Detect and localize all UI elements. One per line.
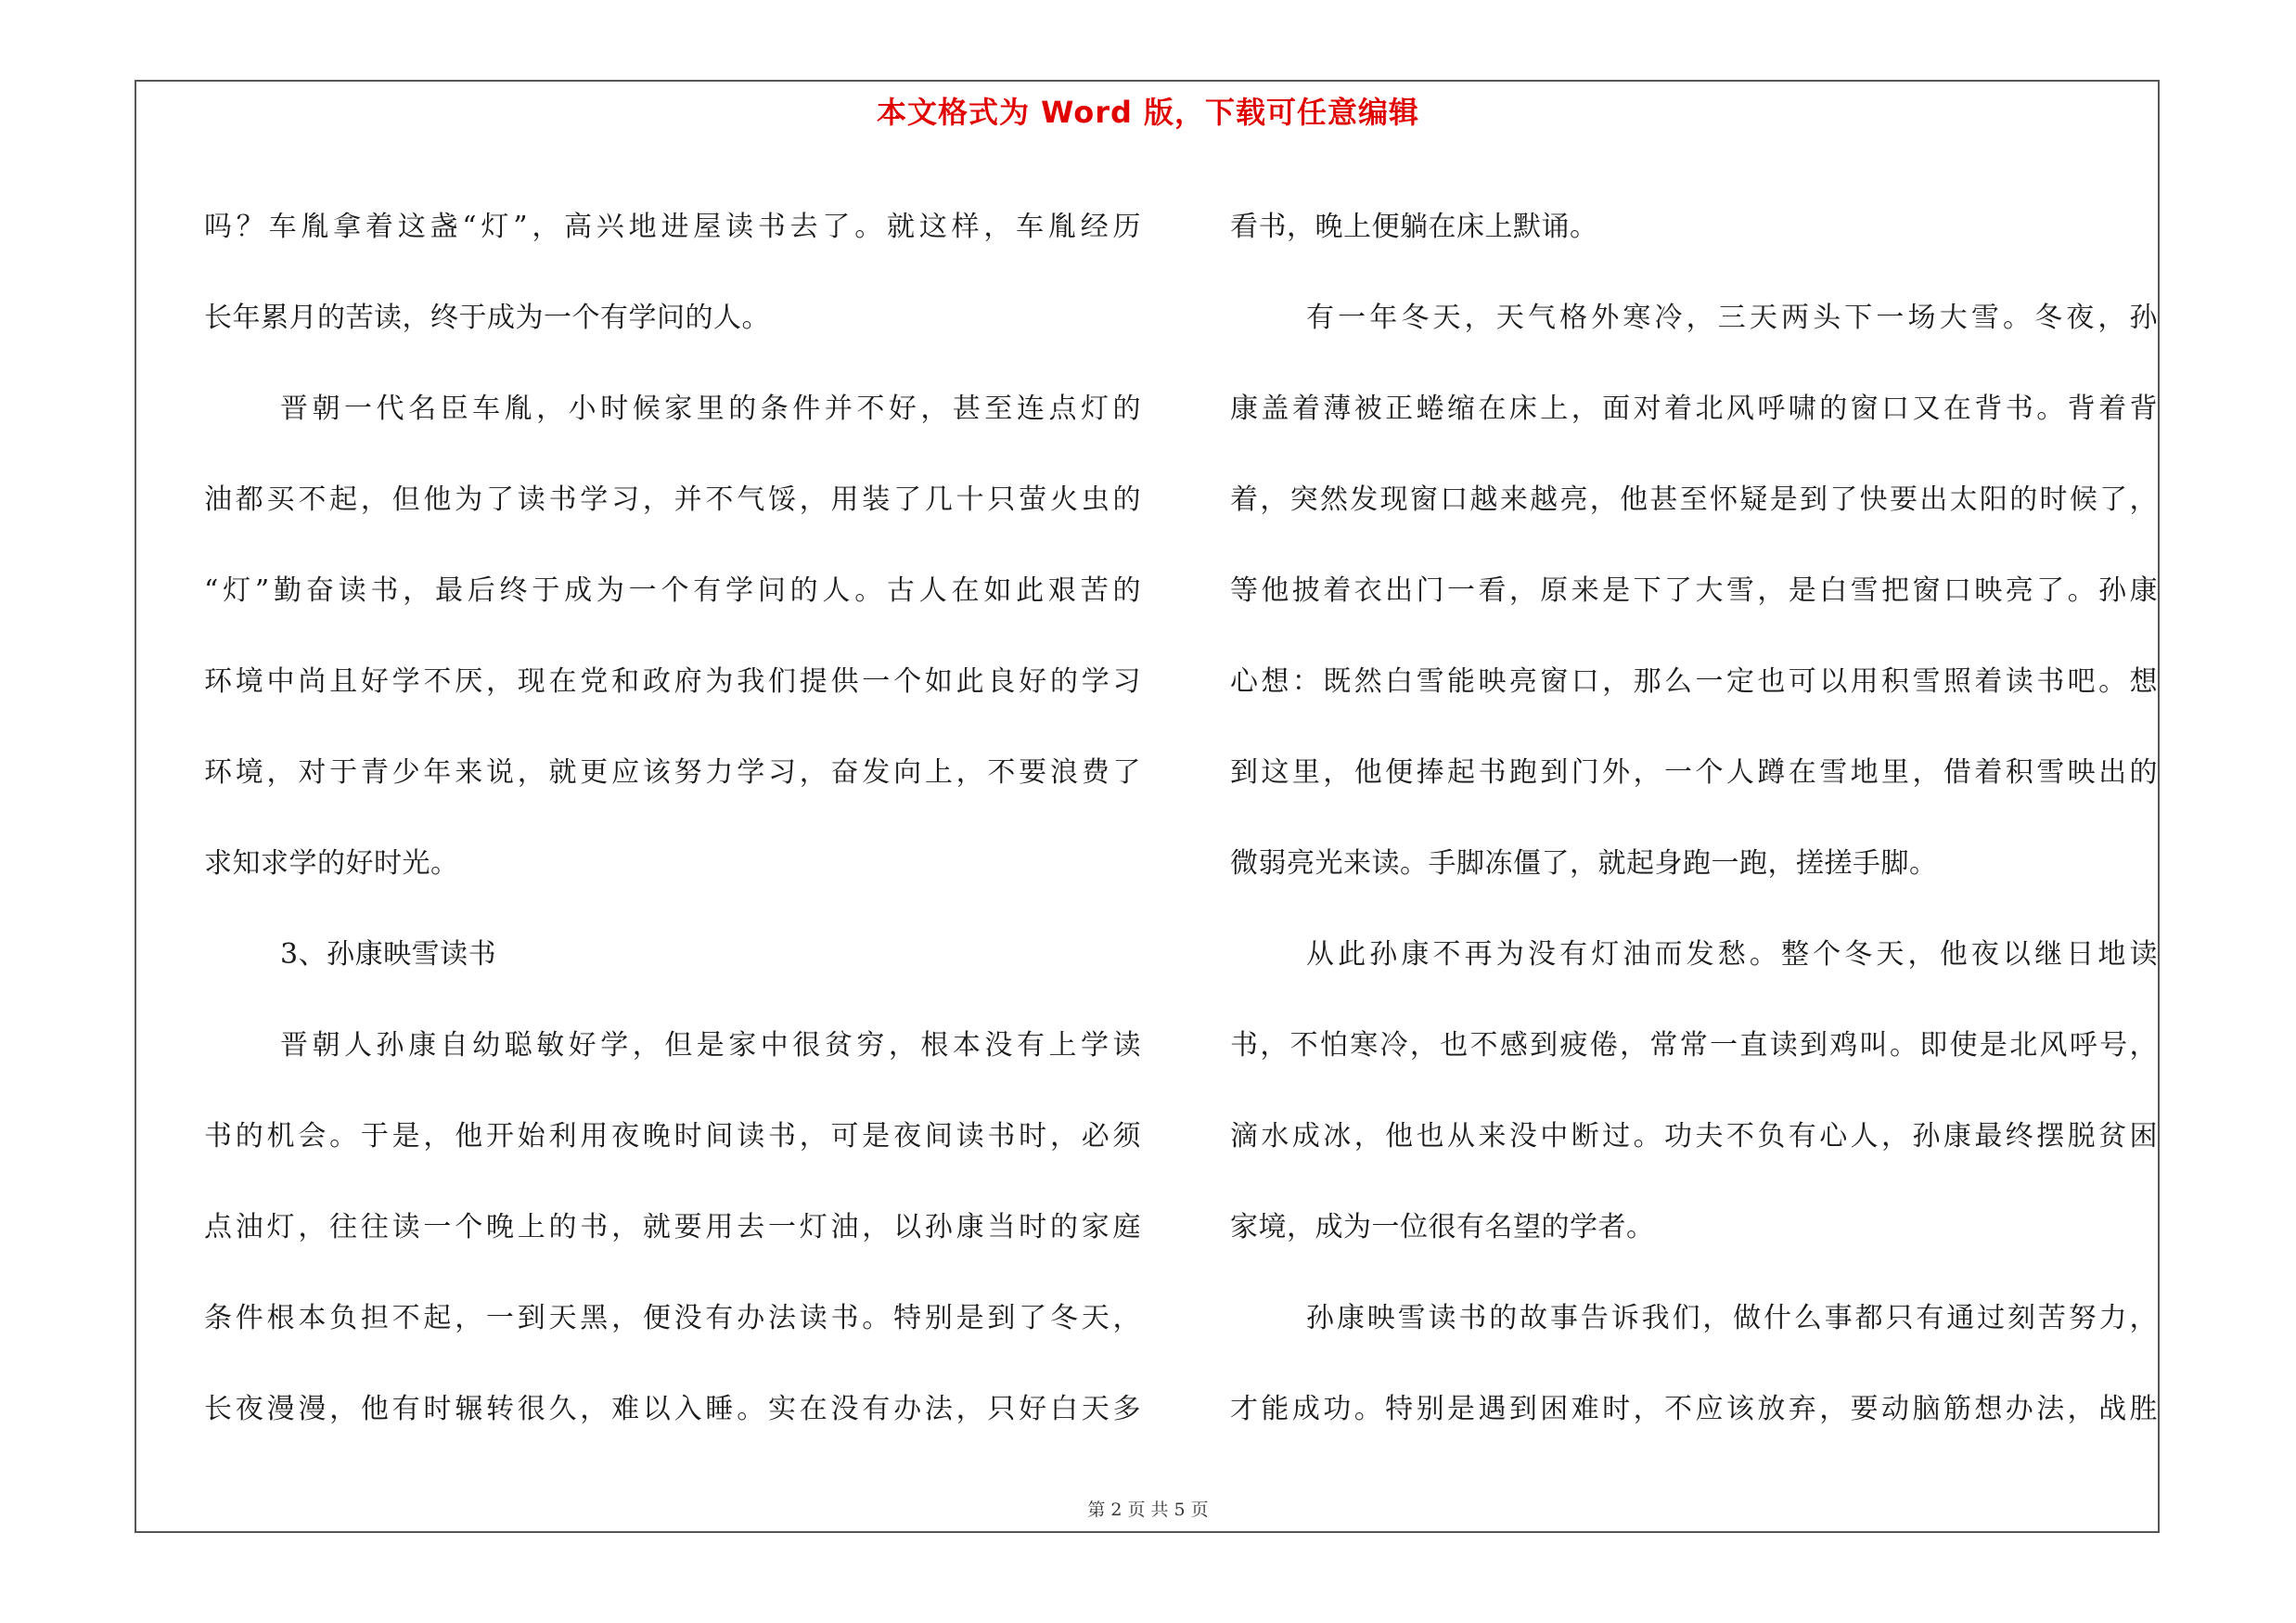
text-line: 着，突然发现窗口越来越亮，他甚至怀疑是到了快要出太阳的时候了， (1230, 483, 2158, 516)
section-heading: 3、孙康映雪读书 (280, 938, 497, 971)
text-line: 等他披着衣出门一看，原来是下了大雪，是白雪把窗口映亮了。孙康 (1230, 574, 2158, 607)
text-line: 微弱亮光来读。手脚冻僵了，就起身跑一跑，搓搓手脚。 (1230, 847, 1938, 880)
word-format-banner: 本文格式为 Word 版，下载可任意编辑 (876, 95, 1420, 130)
text-line: “灯”勤奋读书，最后终于成为一个有学问的人。古人在如此艰苦的 (204, 574, 1141, 607)
text-line: 才能成功。特别是遇到困难时，不应该放弃，要动脑筋想办法，战胜 (1230, 1393, 2158, 1425)
text-line: 环境，对于青少年来说，就更应该努力学习，奋发向上，不要浪费了 (204, 756, 1141, 789)
text-line: 看书，晚上便躺在床上默诵。 (1230, 211, 1598, 243)
paragraph-start-line: 孙康映雪读书的故事告诉我们，做什么事都只有通过刻苦努力， (1306, 1302, 2158, 1334)
text-line: 心想：既然白雪能映亮窗口，那么一定也可以用积雪照着读书吧。想 (1230, 665, 2158, 698)
text-line: 点油灯，往往读一个晚上的书，就要用去一灯油，以孙康当时的家庭 (204, 1211, 1141, 1243)
text-line: 到这里，他便捧起书跑到门外，一个人蹲在雪地里，借着积雪映出的 (1230, 756, 2158, 789)
text-line: 求知求学的好时光。 (204, 847, 459, 880)
right-text-column (1230, 182, 2158, 1455)
text-line: 康盖着薄被正蜷缩在床上，面对着北风呼啸的窗口又在背书。背着背 (1230, 393, 2158, 425)
text-line: 书的机会。于是，他开始利用夜晚时间读书，可是夜间读书时，必须 (204, 1120, 1141, 1153)
text-line: 长年累月的苦读，终于成为一个有学问的人。 (204, 302, 770, 334)
text-line: 长夜漫漫，他有时辗转很久，难以入睡。实在没有办法，只好白天多 (204, 1393, 1141, 1425)
text-line: 滴水成冰，他也从来没中断过。功夫不负有心人，孙康最终摆脱贫困 (1230, 1120, 2158, 1153)
text-line: 吗？车胤拿着这盏“灯”，高兴地进屋读书去了。就这样，车胤经历 (204, 211, 1141, 243)
text-line: 油都买不起，但他为了读书学习，并不气馁，用装了几十只萤火虫的 (204, 483, 1141, 516)
text-line: 条件根本负担不起，一到天黑，便没有办法读书。特别是到了冬天， (204, 1302, 1141, 1334)
paragraph-start-line: 有一年冬天，天气格外寒冷，三天两头下一场大雪。冬夜，孙 (1306, 302, 2158, 334)
paragraph-start-line: 从此孙康不再为没有灯油而发愁。整个冬天，他夜以继日地读 (1306, 938, 2158, 971)
paragraph-start-line: 晋朝一代名臣车胤，小时候家里的条件并不好，甚至连点灯的 (280, 393, 1141, 425)
paragraph-start-line: 晋朝人孙康自幼聪敏好学，但是家中很贫穷，根本没有上学读 (280, 1029, 1141, 1062)
text-line: 环境中尚且好学不厌，现在党和政府为我们提供一个如此良好的学习 (204, 665, 1141, 698)
text-line: 书，不怕寒冷，也不感到疲倦，常常一直读到鸡叫。即使是北风呼号， (1230, 1029, 2158, 1062)
left-text-column (204, 182, 1141, 1455)
text-line: 家境，成为一位很有名望的学者。 (1230, 1211, 1655, 1243)
page-number-footer: 第 2 页 共 5 页 (1087, 1500, 1209, 1520)
